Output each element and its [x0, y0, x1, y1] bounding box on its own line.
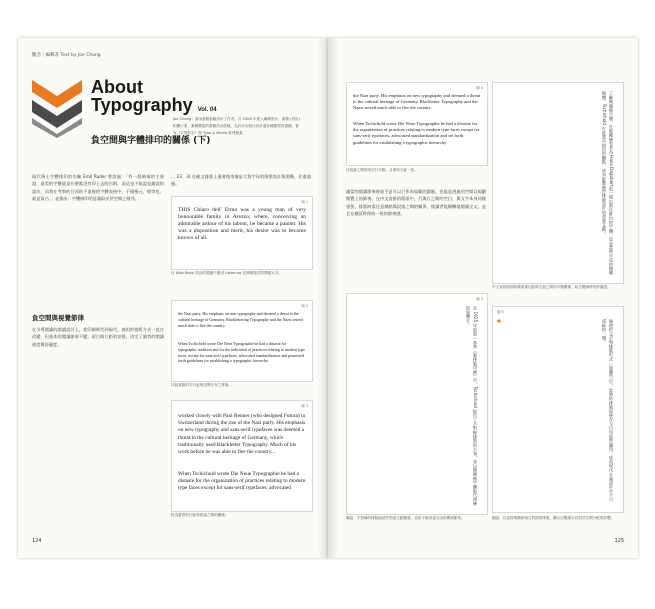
caption-3: 較為緊密的行距與段落之間的關係。	[171, 513, 229, 517]
right-page	[328, 38, 638, 558]
figure-5-vertical-text: 在 1925 年的第一本書《新排版印刷》中，Tschichold 提出了不對稱排版的主張，並以無襯線字體取代傳統的黑體字。	[466, 306, 478, 506]
figure-4-sample-text-a: the Nazi party. His emphasis on new typography and deemed a threat to the cultural heritage of Germany, Blackletter Typography and the Nazis seized much able to flee the country.	[353, 93, 481, 111]
figure-3-sample-text-b: When Tschichold wrote Die Neue Typographie he had a distaste for the organization of practices relating to modern type faces except for sans-serif typefaces, advocated	[178, 471, 306, 492]
figure-2	[171, 300, 313, 382]
figure-4	[346, 82, 488, 166]
section-heading: 負空間與視覺節律	[32, 314, 84, 322]
left-page	[18, 38, 328, 558]
figure-1	[171, 196, 313, 270]
intro-paragraph: 現代瑞士字體排印的先驅 Emil Ruder 曾說過：「有一派極端的主張說，最美的字體就是什麼都沒有印上去的白紙。而這也不能說是錯誤的說法，而我在考察的日西的不重複的字體表格中，不僅指元、標等也，就是留白。」並指出：字體排印的意義取決於空間之排列。	[32, 174, 164, 202]
page-number-right: 125	[614, 538, 624, 544]
figure-label: 圖 5	[476, 297, 483, 301]
caption-6: 圖說：不對稱的排版能使頁面產生動態感，並給予讀者更自由的閱讀節奏。	[346, 516, 465, 520]
figure-label: 圖 2	[301, 304, 308, 308]
volume-label: Vol. 04	[197, 107, 217, 113]
figure-6	[492, 82, 624, 284]
figure-3-sample-text-a: worked closely with Paul Renner (who designed Futura) in Switzerland during the rise of the Nazi party. His emphasis on new typography and sans-serif typefaces was deemed a threat to the cultural heritage of Germany, which traditionally used Blackletter Typography. Much of his work before he was able to flee the country...	[178, 413, 306, 456]
chevron-logo-icon	[32, 80, 82, 138]
caption-4: 在段落之間使用空行分隔，且保持字距一致。	[346, 168, 418, 172]
page-number-left: 124	[32, 538, 42, 544]
figure-label: 圖 4	[476, 86, 483, 90]
figure-4-sample-text-b: When Tschichold wrote Die Neue Typographie he had a distaste for the organization of practices relating to modern type faces except for sans-serif typefaces, advocated standardization and set forth guidelines for establishing a typographic hierarchy.	[353, 121, 480, 145]
figure-2-sample-text-b: When Tschichold wrote Die Neue Typographie he had a distaste for typographic tradition and for the indication of practices relating to modern type faces, except for sans-serif typefaces, advocated standardization and pioneered forth guidelines for establishing a typographic hierarchy.	[178, 341, 305, 364]
caption-2: 以較寬鬆的字行距與空間分布之排版。	[171, 383, 233, 387]
article-title: About Typography Vol. 04	[91, 77, 217, 115]
running-head: 觀念｜編輯書 Text by Joe Chang	[32, 53, 101, 58]
figure-7-vertical-text: 倫理的文字與排版形式（如圖所示），當時的排版即便在今日也依然適用，成為現代主義設計中不可或缺的一環。	[602, 319, 614, 502]
caption-5: 中文直排版面同樣重視行距與字距之間的平衡關係，給予閱讀時的舒適感。	[492, 285, 611, 289]
figure-5	[346, 293, 488, 515]
col2-intro: … 23、3) 在歐文排版上還會使用像是大寫字母的倒裝設計與裝飾，比重超過。	[171, 174, 311, 187]
figure-label: 圖 6	[497, 310, 504, 314]
figure-1-sample-text: THIS Chiaro dell' Erma was a young man of very honourable family in Arezzo; where, conceiving an admirable ardour of his labour, he became a painter. His was a disposition and merit, his desire was to become known of all.	[178, 207, 306, 241]
figure-label: 圖 3	[301, 404, 308, 408]
right-body-text: 適當的閱讀節奏營造不是可以只作為規範的題眼，也能是透過用空間以規劃閱覽上的節奏。在中文直排的版面中，行與行之間的空白，與文字本身同樣重要。排版時需注意標點與段落之間的關係，使讀者能順暢地閱讀全文，並且在翻頁時保持一致的節奏感。	[346, 189, 486, 217]
caption-1: 在 Aldo Rossi 設計的書籍中運用 Lettering 在簡單版式的開頭大字。	[171, 271, 283, 275]
article-subtitle: 負空間與字體排印的關係 (下)	[91, 136, 211, 146]
figure-3	[171, 400, 313, 512]
author-credit: Joe Chang｜資深書籍裝幀設計工作者。自 2008 年進入編輯設計、書籍 (設計) 相關行業，累積豐富的書籍設計經驗，為許多出版社設計過各種類型的書籍。著有《字型散步》與 Type & Media 系列叢書。	[173, 117, 300, 135]
figure-6-vertical-text: 了解無襯線字體，在版權擁有者為 Hans Dagobert的一間出版社推出的字體，這是當時罕見的無襯線體。Tschichold 在此書中提出的觀點，成為影響後世排版設計的重要文獻。	[602, 91, 614, 275]
section-body: 在引導閱讀的閱讀設計上，從印刷時代到現代，使用的排版方式一直在改變，但基本的閱讀節奏不變。留白與行距的安排，決定了讀者的閱讀速度與舒適度。	[32, 327, 164, 347]
figure-2-sample-text-a: the Nazi party. His emphasis on new typography and deemed a threat to the cultural heritage of Germany, Blacklettering Typography and the Nazis seized much able to flee the country.	[178, 311, 303, 328]
figure-7	[492, 306, 624, 513]
figure-label: 圖 1	[301, 200, 308, 204]
book-spread	[18, 38, 638, 558]
caption-7: 圖說：以直排與橫排相互對照的排版，顯示出閱讀方向對於空間分配的影響。	[492, 516, 615, 520]
